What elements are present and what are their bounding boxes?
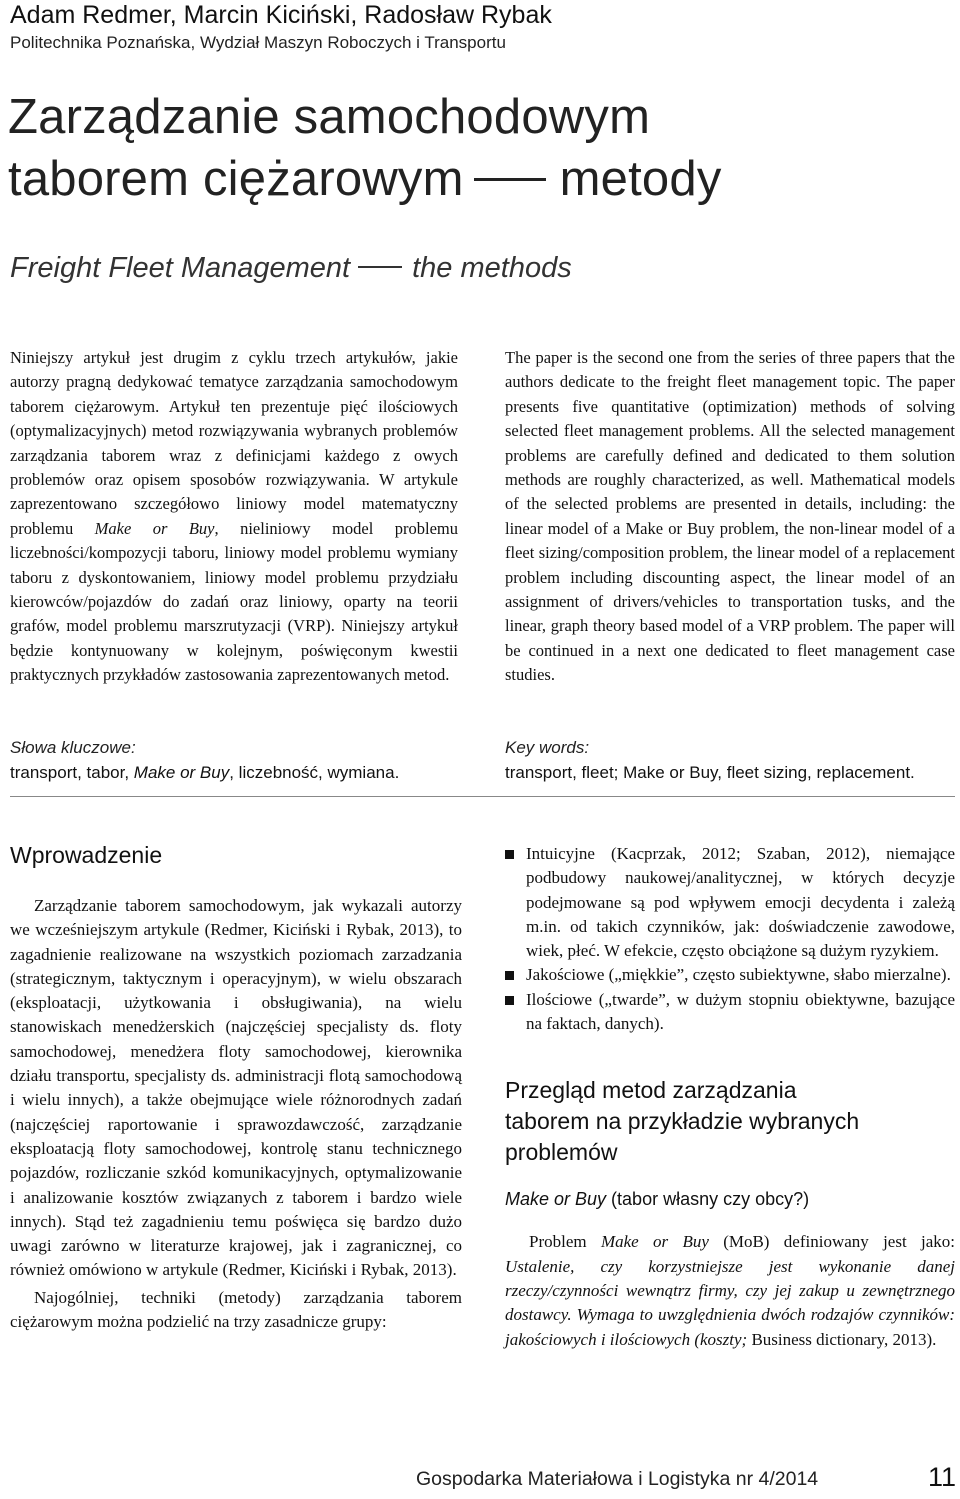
abstract-english: The paper is the second one from the series of three papers that the authors dedicate to the freight fleet management topic. The paper presents five quantitative (optimization) methods of solving selected fleet management problems. All the selected management problems are carefully defined and dedicated to them solution methods are roughly characterized, as well. Mathematical models of the selected problems are presented in details, including: the linear model of a Make or Buy problem, the non-linear model of a fleet sizing/composition problem, the linear model of a replacement problem including discounting aspect, the linear model of an assignment of drivers/vehicles to transportation tusks, and the linear, graph theory based model of a VRP problem. The paper will be continued in a next one dedicated to fleet management case studies. xyxy=(505,348,955,685)
list-item xyxy=(505,988,955,1037)
list-item xyxy=(505,963,955,987)
mob-text-c: (MoB) definiowany jest jako: xyxy=(708,1232,955,1252)
intro-paragraph-1: Zarządzanie taborem samochodowym, jak wykazali autorzy we wcześniejszym artykule (Redmer, Kiciński i Rybak, 2013), to zagadnienie realizowane na wszystkich poziomach zarzadzania (strategicznym, taktycznym i operacyjnym), w wielu obszarach (eksploatacji, użytkowania i obsługiwania), na wielu stanowiskach menedżerskich (najczęściej specjalisty ds. floty samochodowej, menedżera floty samochodowej, kierownika działu transportu, specjalisty ds. administracji flotą samochodową i wielu innych), a także obejmujące wiele różnorodnych zadań (najczęściej raportowanie i sprawozdawczość, zarządzanie eksploatacją floty samochodowej, kontrolę stanu technicznego pojazdów, rozliczanie szkód komunikacyjnych, optymalizowanie i analizowanie kosztów związanych z taborem i bardzo wiele innych). Stąd też zagadnieniu temu poświęca się bardzo dużo uwagi zarówno w literaturze krajowej, jak i zagranicznej, co również omówiono w artykule (Redmer, Kiciński i Rybak, 2013). xyxy=(10,896,462,1280)
mob-paragraph xyxy=(505,1230,955,1351)
kw-pl-b: , liczebność, wymiana. xyxy=(229,763,400,782)
keywords-en-text: transport, fleet; Make or Buy, fleet sizing, replacement. xyxy=(505,763,915,782)
right-column xyxy=(505,842,955,1352)
list-item-text: Jakościowe („miękkie”, często subiektywne, słabo mierzalne). xyxy=(526,965,951,985)
intro-heading: Wprowadzenie xyxy=(10,842,163,868)
keywords-pl-text xyxy=(10,763,399,783)
abstract-pl-text-end: , nieliniowy model problemu liczebności/kompozycji taboru, liniowy model problemu wymiany taboru z dyskontowaniem, liniowy model problemu przydziału kierowców/pojazdów do zadań oraz liniowy, oparty na teorii grafów, model problemu marszrutyzacji (VRP). Niniejszy artykuł będzie kontynuowany w kolejnym, poświęconym kwestii praktycznych przykładów zastosowania zaprezentowanych metod. xyxy=(10,518,458,685)
subtitle-dash xyxy=(358,266,402,268)
section-divider xyxy=(10,796,955,797)
mob-text-d: Ustalenie, czy korzystniejsze jest wykonanie danej rzeczy/czynności wewnątrz firmy, czy jej zakup u zewnętrznego dostawcy. Wymaga to uwzględnienia dwóch rodzajów czynników: jakościowych i ilościowych (koszty; xyxy=(505,1256,955,1349)
list-item-text: Ilościowe („twarde”, w dużym stopniu obiektywne, bazujące na faktach, danych). xyxy=(526,989,955,1034)
methods-list xyxy=(505,842,955,1036)
mob-text-a: Problem xyxy=(529,1232,601,1252)
abstract-pl-italic: Make or Buy xyxy=(94,518,215,538)
affiliation: Politechnika Poznańska, Wydział Maszyn Roboczych i Transportu xyxy=(10,33,506,52)
kw-pl-italic: Make or Buy xyxy=(133,763,230,782)
mob-text-e: Business dictionary, 2013). xyxy=(747,1329,937,1349)
list-item xyxy=(505,842,955,963)
mob-text-b: Make or Buy xyxy=(600,1232,709,1252)
article-title xyxy=(8,86,722,210)
intro-column xyxy=(10,894,462,1334)
review-heading: Przegląd metod zarządzania taborem na przykładzie wybranych problemów xyxy=(505,1077,860,1166)
keywords-pl-heading: Słowa kluczowe: xyxy=(10,738,136,757)
title-line-2b: metody xyxy=(559,152,722,206)
bullet-square-icon xyxy=(505,971,514,980)
mob-heading-italic: Make or Buy xyxy=(505,1189,607,1210)
abstract-pl-text: Niniejszy artykuł jest drugim z cyklu trzech artykułów, jakie autorzy pragną dedykować tematyce zarządzania samochodowym taborem ciężarowym. Artykuł ten prezentuje pięć ilościowych (optymalizacyjnych) metod rozwiązywania wybranych problemów zarządzania taborem wraz z definicjami każdego z owych problemów oraz opisem sposobów rozwiązywania. W artykule zaprezentowano szczegółowo liniowy model matematyczny problemu xyxy=(10,348,458,538)
title-dash xyxy=(474,178,546,181)
authors: Adam Redmer, Marcin Kiciński, Radosław Rybak xyxy=(10,1,552,29)
journal-footer: Gospodarka Materiałowa i Logistyka nr 4/2014 xyxy=(416,1468,819,1490)
keywords-en-heading: Key words: xyxy=(505,738,590,757)
bullet-square-icon xyxy=(505,850,514,859)
intro-paragraph-2: Najogólniej, techniki (metody) zarządzania taborem ciężarowym można podzielić na trzy zasadnicze grupy: xyxy=(10,1287,462,1332)
subtitle-b: the methods xyxy=(412,252,572,284)
bullet-square-icon xyxy=(505,996,514,1005)
mob-heading-rest: (tabor własny czy obcy?) xyxy=(606,1189,810,1210)
title-line-1: Zarządzanie samochodowym xyxy=(8,90,651,144)
list-item-text: Intuicyjne (Kacprzak, 2012; Szaban, 2012), niemające podbudowy naukowej/analitycznej, w których decyzje podejmowane są pod wpływem emocji decydenta i zależą m.in. od takich czynników, jak: doświadczenie zawodowe, wiek, płeć. W efekcie, często obciążone są dużym ryzykiem. xyxy=(526,844,955,961)
title-line-2a: taborem ciężarowym xyxy=(8,152,464,206)
abstract-polish xyxy=(10,346,458,688)
page-number: 11 xyxy=(928,1462,957,1492)
english-title xyxy=(10,250,572,286)
kw-pl-a: transport, tabor, xyxy=(10,763,134,782)
mob-heading xyxy=(505,1187,955,1211)
subtitle-a: Freight Fleet Management xyxy=(10,252,351,284)
